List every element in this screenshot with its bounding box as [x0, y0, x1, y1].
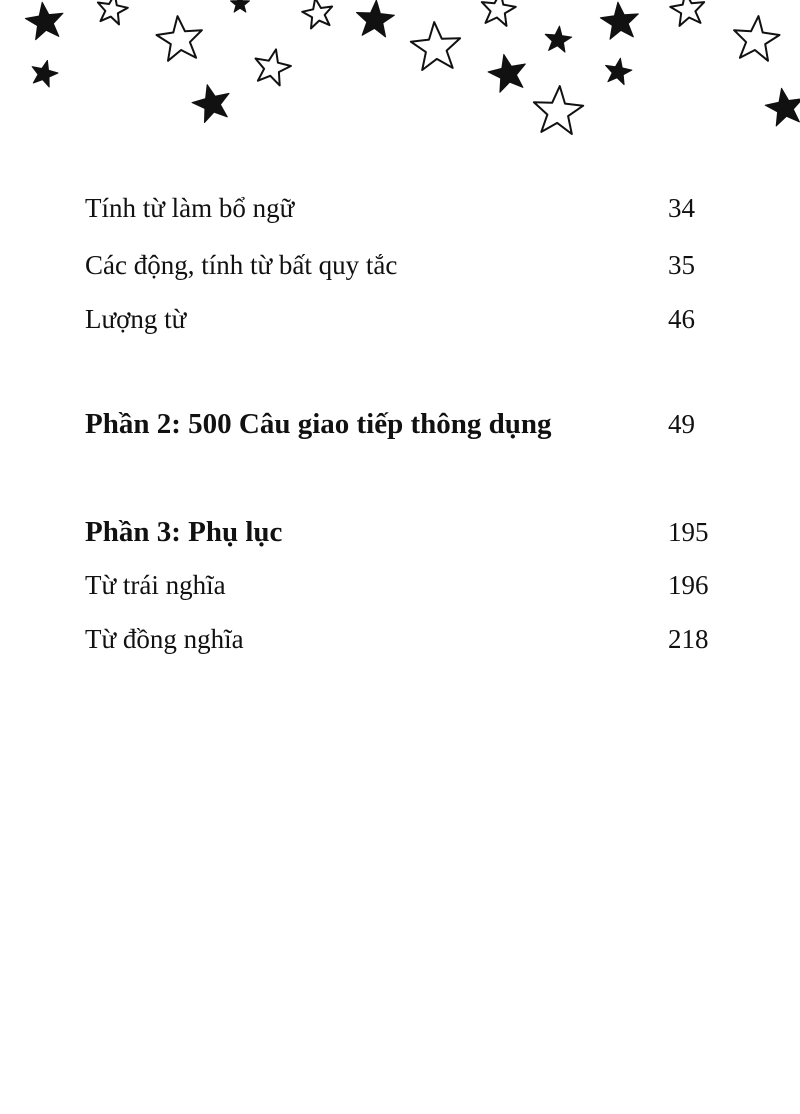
star-icon [734, 16, 779, 61]
star-icon [600, 2, 638, 39]
toc-entry-page: 196 [668, 570, 709, 600]
star-icon [32, 60, 58, 87]
star-icon [256, 49, 291, 85]
toc-entry [85, 245, 725, 285]
toc-section-heading [85, 404, 725, 444]
star-icon [302, 0, 332, 28]
toc-entry-title: Từ trái nghĩa [85, 570, 226, 600]
star-icon [231, 0, 250, 12]
star-icon [357, 0, 395, 37]
toc-entry-title: Tính từ làm bổ ngữ [85, 193, 295, 223]
toc-section-heading [85, 512, 725, 552]
toc-entry [85, 619, 725, 659]
toc-entry [85, 299, 725, 339]
toc-section-page: 195 [668, 517, 709, 547]
star-icon [488, 54, 525, 92]
toc-entry-title: Từ đồng nghĩa [85, 624, 244, 654]
star-icon [98, 0, 128, 24]
star-icon [534, 86, 583, 134]
star-icon [545, 26, 572, 52]
star-icon [670, 0, 704, 26]
toc-entry [85, 188, 725, 228]
toc-entry-title: Lượng từ [85, 304, 187, 334]
toc-entry [85, 565, 725, 605]
star-icon [192, 85, 229, 123]
toc-entry-page: 34 [668, 193, 695, 223]
toc-section-title: Phần 2: 500 Câu giao tiếp thông dụng [85, 408, 552, 440]
star-icon [765, 88, 800, 126]
star-border-decoration [0, 0, 800, 150]
toc-section-title: Phần 3: Phụ lục [85, 516, 283, 548]
toc-entry-page: 46 [668, 304, 695, 334]
star-icon [25, 2, 63, 40]
star-icon [411, 22, 460, 70]
toc-entry-title: Các động, tính từ bất quy tắc [85, 250, 398, 280]
star-icon [482, 0, 516, 26]
toc-entry-page: 218 [668, 624, 709, 654]
star-icon [157, 16, 202, 61]
toc-section-page: 49 [668, 409, 695, 439]
toc-entry-page: 35 [668, 250, 695, 280]
star-icon [606, 58, 632, 84]
